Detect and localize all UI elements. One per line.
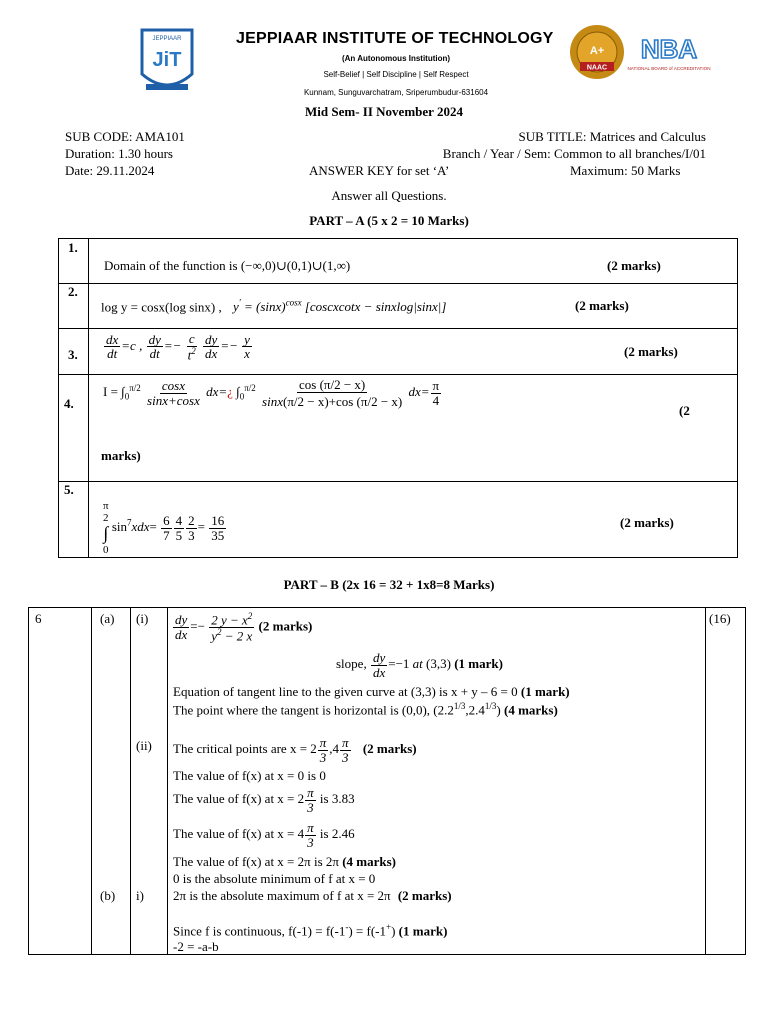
naac-logo bbox=[566, 22, 628, 84]
exam-title: Mid Sem- II November 2024 bbox=[305, 104, 463, 119]
part-b-title: PART – B (2x 16 = 32 + 1x8=8 Marks) bbox=[283, 577, 495, 592]
b-critical-text: The critical points are x = bbox=[173, 741, 308, 757]
b-line-continuity: Since f is continuous, f(-1) = f(-1-) = f(-1+) (1 mark) bbox=[173, 922, 448, 939]
duration: Duration: 1.30 hours bbox=[65, 146, 173, 161]
b-tangent-text: Equation of tangent line to the given curve at (3,3) is x + y – 6 = 0 bbox=[173, 684, 518, 699]
sub-b-i-label: i) bbox=[136, 888, 144, 903]
b-line-slope: slope, $\frac{dy}{dx}$ =−1 at (3,3) (1 mark) bbox=[336, 650, 503, 680]
nba-sub: NATIONAL BOARD of ACCREDITATION bbox=[627, 66, 711, 71]
b-line-derivative: $\frac{dy}{dx}$ =− $\frac{2 y - x^2}{y^2 - 2 x}$ (2 marks) bbox=[175, 611, 313, 644]
q4-marks-cont: marks) bbox=[101, 448, 141, 463]
sub-a-label: (a) bbox=[100, 611, 115, 626]
sub-ii-label: (ii) bbox=[136, 738, 152, 753]
autonomous-label: (An Autonomous Institution) bbox=[341, 54, 451, 63]
b-line1-marks: (2 marks) bbox=[258, 618, 313, 634]
address: Kunnam, Sunguvarchatram, Sriperumbudur-631604 bbox=[303, 88, 489, 97]
sub-i-label: (i) bbox=[136, 611, 149, 626]
logo-jit-text: JEPPIAAR bbox=[152, 36, 182, 42]
b-line11-marks: (2 marks) bbox=[397, 888, 452, 903]
total-marks: (16) bbox=[709, 611, 731, 626]
b-line5-marks: (2 marks) bbox=[362, 741, 417, 757]
b-line-critical: The critical points are x = 2 $\frac{\pi}{3}$ ,4 $\frac{\pi}{3}$ (2 marks) bbox=[173, 735, 417, 765]
b-horizontal-text: The point where the tangent is horizontal is (0,0), (2.2 bbox=[173, 702, 454, 718]
q4-answer: $I = \int_0^{\pi/2}$ $\frac{\cos x}{\sin x+\cos x}$ dx=¿ $\int_0^{\pi/2}$ $\frac{\cos (\pi/2 - x)}{\sin x(\pi/2 - x)+\cos (\pi/2 - x)}$ dx= $\frac{\pi}{4}$ bbox=[103, 377, 440, 409]
q1-answer: Domain of the function is (−∞,0)∪(0,1)∪(1,∞) bbox=[104, 258, 351, 273]
q4-marks: (2 bbox=[679, 403, 690, 418]
b-value1-post: is 3.83 bbox=[319, 791, 355, 807]
motto: Self-Belief | Self Discipline | Self Respect bbox=[323, 70, 469, 79]
nba-label: NBA bbox=[640, 34, 698, 64]
b-line2-marks: (1 mark) bbox=[454, 656, 503, 672]
b-value3-text: The value of f(x) at x = 2π is 2π bbox=[173, 854, 339, 869]
b-line-equation: -2 = -a-b bbox=[173, 939, 219, 954]
b-line-value1: The value of f(x) at x = 2 $\frac{\pi}{3}$ is 3.83 bbox=[173, 785, 355, 815]
sub-code: SUB CODE: AMA101 bbox=[65, 129, 185, 144]
exam-date: Date: 29.11.2024 bbox=[65, 163, 155, 178]
sub-title: SUB TITLE: Matrices and Calculus bbox=[518, 129, 706, 144]
part-a-title: PART – A (5 x 2 = 10 Marks) bbox=[309, 213, 469, 228]
logo-jit-mark: JiT bbox=[152, 49, 182, 71]
b-value2-post: is 2.46 bbox=[319, 826, 355, 842]
naac-label: NAAC bbox=[586, 64, 608, 72]
q5-marks: (2 marks) bbox=[620, 515, 674, 530]
q1-number: 1. bbox=[68, 240, 78, 255]
b-line4-marks: (4 marks) bbox=[504, 702, 558, 718]
q2-log-text: log y = cosx(log sinx) , bbox=[101, 299, 222, 315]
b-value1-pre: The value of f(x) at x = bbox=[173, 791, 295, 807]
b-line-horizontal: The point where the tangent is horizontal is (0,0), $(2.2^{1/3},2.4^{1/3})$ (4 marks) bbox=[173, 701, 558, 718]
b-line12-marks: (1 mark) bbox=[398, 923, 448, 939]
branch: Branch / Year / Sem: Common to all branches/I/01 bbox=[442, 146, 706, 161]
b-line-tangent bbox=[173, 684, 570, 700]
b-line3-marks: (1 mark) bbox=[520, 684, 570, 699]
q3-answer: $\frac{dx}{dt}$ =c , $\frac{dy}{dt}$ =− $\frac{c}{t^2}$ $\frac{dy}{dx}$ =− $\frac{y}{x}$ bbox=[106, 331, 250, 362]
q3-marks: (2 marks) bbox=[624, 344, 678, 359]
q2-answer: log y = cosx(log sinx) , $y' = (\sin x)^{cosx}$ [coscxcotx − sinxlog|sinx|] bbox=[101, 298, 447, 315]
naac-grade: A+ bbox=[589, 45, 605, 57]
q2-number: 2. bbox=[68, 284, 78, 299]
b-line-value0: The value of f(x) at x = 0 is 0 bbox=[173, 768, 326, 783]
b-line-abs-min: 0 is the absolute minimum of f at x = 0 bbox=[173, 871, 376, 886]
b-continuity-text: Since f is continuous, f(-1) = f(-1 bbox=[173, 923, 346, 939]
answer-key-label: ANSWER KEY for set ‘A’ bbox=[309, 163, 450, 178]
q1-marks: (2 marks) bbox=[607, 258, 661, 273]
b-value2-pre: The value of f(x) at x = bbox=[173, 826, 295, 842]
b-line9-marks: (4 marks) bbox=[342, 854, 396, 869]
q3-number: 3. bbox=[68, 347, 78, 362]
q2-marks: (2 marks) bbox=[575, 298, 629, 313]
maximum-marks: Maximum: 50 Marks bbox=[570, 163, 681, 178]
q5-number: 5. bbox=[64, 482, 74, 497]
part-a-divider bbox=[88, 238, 89, 558]
q6-number: 6 bbox=[35, 611, 42, 626]
b-abs-max-text: 2π is the absolute maximum of f at x = 2π bbox=[173, 888, 391, 903]
q4-number: 4. bbox=[64, 396, 74, 411]
q5-answer: π 2 ∫ 0 $\sin^7xdx=$ $\frac{6}{7}$ $\frac{4}{5}$ $\frac{2}{3}$ = $\frac{16}{35}$ bbox=[103, 500, 225, 556]
b-line-abs-max bbox=[173, 888, 452, 904]
instruction: Answer all Questions. bbox=[331, 188, 447, 203]
b-line-value2: The value of f(x) at x = 4 $\frac{\pi}{3}$ is 2.46 bbox=[173, 820, 355, 850]
b-line-value3 bbox=[173, 854, 396, 870]
sub-b-label: (b) bbox=[100, 888, 116, 903]
b-slope-label: slope, bbox=[336, 656, 367, 672]
nba-logo bbox=[627, 28, 711, 88]
institute-name: JEPPIAAR INSTITUTE OF TECHNOLOGY bbox=[236, 30, 554, 47]
institute-logo bbox=[138, 22, 196, 100]
